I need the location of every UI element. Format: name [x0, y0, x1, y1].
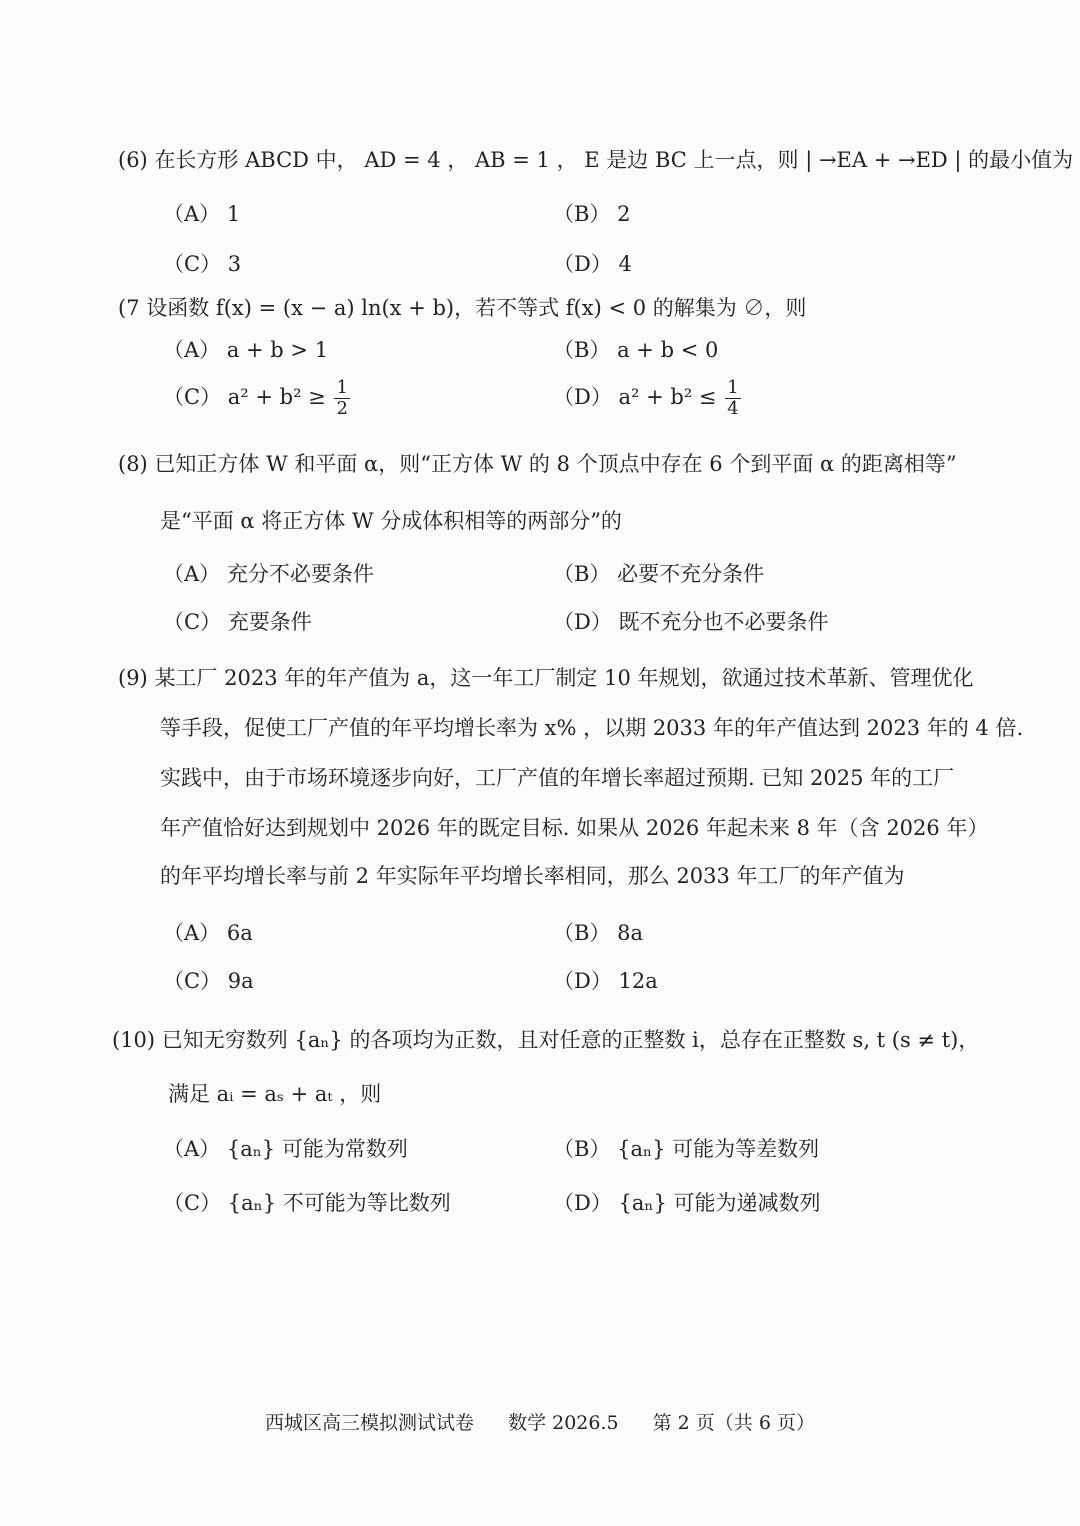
- option-d: （D） 12a: [553, 969, 658, 993]
- question-7-stem: [118, 292, 806, 322]
- option-b: （B） 必要不充分条件: [553, 562, 765, 586]
- option-a: （A） a + b > 1: [163, 338, 329, 362]
- option-a: （A） 充分不必要条件: [163, 562, 374, 586]
- question-10-stem: [112, 1024, 979, 1054]
- option-d: （D） 既不充分也不必要条件: [553, 610, 829, 634]
- question-number: (6): [118, 148, 148, 172]
- question-text: 在长方形 ABCD 中， AD = 4 ， AB = 1 ， E 是边 BC 上一点，则 | →EA + →ED | 的最小值为: [154, 148, 1074, 172]
- footer-exam-title: 西城区高三模拟测试试卷: [265, 1412, 475, 1434]
- option-c: （C） {aₙ} 不可能为等比数列: [163, 1191, 451, 1215]
- fraction-denominator: 2: [336, 398, 348, 419]
- question-6-stem: [118, 144, 1073, 174]
- footer-subject: 数学 2026.5: [508, 1412, 619, 1434]
- question-number: (7: [118, 296, 140, 320]
- fraction-numerator: 1: [727, 377, 739, 398]
- question-number: (10): [112, 1028, 156, 1052]
- option-a: （A） 6a: [163, 921, 253, 945]
- question-9-stem-line3: 实践中，由于市场环境逐步向好，工厂产值的年增长率超过预期. 已知 2025 年的工厂: [160, 766, 955, 790]
- page-footer: [0, 1408, 1080, 1435]
- footer-page-number: 第 2 页（共 6 页）: [652, 1412, 815, 1434]
- question-9-stem-line5: 的年平均增长率与前 2 年实际年平均增长率相同，那么 2033 年工厂的年产值为: [160, 864, 905, 888]
- question-8-stem: [118, 448, 957, 478]
- question-8-stem-cont: 是“平面 α 将正方体 W 分成体积相等的两部分”的: [160, 509, 622, 533]
- option-a: （A） {aₙ} 可能为常数列: [163, 1137, 408, 1161]
- option-c: （C） 充要条件: [163, 610, 312, 634]
- option-b: （B） {aₙ} 可能为等差数列: [553, 1137, 820, 1161]
- option-d: （D） {aₙ} 可能为递减数列: [553, 1191, 821, 1215]
- option-d: [553, 378, 741, 419]
- question-number: (9): [118, 666, 148, 690]
- question-text: 已知正方体 W 和平面 α，则“正方体 W 的 8 个顶点中存在 6 个到平面 α 的距离相等”: [154, 452, 957, 476]
- question-text: 某工厂 2023 年的年产值为 a，这一年工厂制定 10 年规划，欲通过技术革新、管理优化: [154, 666, 974, 690]
- option-c-text: （C） a² + b² ≥: [163, 385, 326, 409]
- fraction-denominator: 4: [727, 398, 739, 419]
- option-c: （C） 9a: [163, 969, 254, 993]
- option-d: （D） 4: [553, 252, 632, 276]
- option-b: （B） 8a: [553, 921, 643, 945]
- fraction: [334, 378, 349, 419]
- question-10-stem-cont: 满足 aᵢ = aₛ + aₜ ，则: [168, 1082, 382, 1106]
- option-c: （C） 3: [163, 252, 242, 276]
- option-b: （B） a + b < 0: [553, 338, 719, 362]
- option-d-text: （D） a² + b² ≤: [553, 385, 717, 409]
- question-9-stem-line4: 年产值恰好达到规划中 2026 年的既定目标. 如果从 2026 年起未来 8 年（含 2026 年）: [160, 816, 989, 840]
- question-text: 设函数 f(x) = (x − a) ln(x + b)，若不等式 f(x) < 0 的解集为 ∅，则: [146, 296, 807, 320]
- question-number: (8): [118, 452, 148, 476]
- option-b: （B） 2: [553, 202, 631, 226]
- question-text: 已知无穷数列 {aₙ} 的各项均为正数，且对任意的正整数 i，总存在正整数 s, t (s ≠ t)，: [161, 1028, 980, 1052]
- question-9-stem: [118, 662, 974, 692]
- option-c: [163, 378, 350, 419]
- question-9-stem-line2: 等手段，促使工厂产值的年平均增长率为 x% ，以期 2033 年的年产值达到 2023 年的 4 倍.: [160, 716, 1024, 740]
- fraction: [725, 378, 740, 419]
- fraction-numerator: 1: [336, 377, 348, 398]
- option-a: （A） 1: [163, 202, 241, 226]
